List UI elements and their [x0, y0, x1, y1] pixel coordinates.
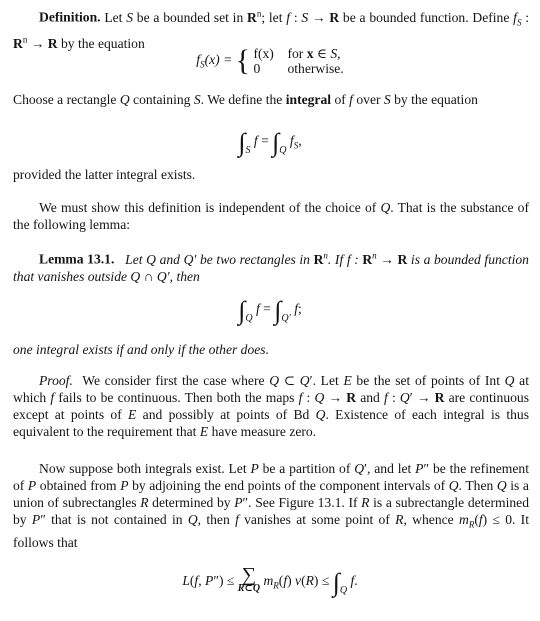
definition-text: Let S be a bounded set in $R^n$; let f : S → R be a bounded function. Define $f_S$ : $R^n \to R$ by the equation: [13, 8, 529, 51]
lemma-paragraph: [13, 247, 529, 285]
definition-paragraph: [13, 5, 529, 52]
equation-lemma-integrals: $\int_Q$ $f = \int_{Q'}$ f;: [238, 296, 302, 325]
lemma-conclusion: one integral exists if and only if the other does.: [13, 342, 269, 357]
integral-definition-paragraph: Choose a rectangle Q containing S. We define the integral of f over S by the equation: [13, 92, 478, 107]
independence-paragraph: We must show this definition is independent of the choice of Q. That is the substance of the following lemma:: [13, 200, 529, 232]
lemma-heading: Lemma 13.1.: [39, 251, 115, 267]
definition-heading: Definition.: [39, 9, 101, 25]
equation-integral-over-s: $\int_S$ $f = \int_Q$ $f_S$,: [238, 128, 302, 157]
eq1-lhs: $f_S(x)$ =: [196, 52, 236, 70]
eq1-brace: {: [235, 44, 251, 77]
proof-heading: Proof.: [39, 373, 73, 388]
eq1-cases: f(x) for x ∈ S, 0 otherwise.: [253, 46, 344, 76]
proof-paragraph: Proof. We consider first the case where Q ⊂ Q′. Let E be the set of points of Int Q at which f fails to be continuous. Then both the maps f : Q → R and f : Q′ → R are continuous except at points of E and possibly at points of Bd Q. Existence of each integral is thus equivalent to the requirement that E have measure zero.: [13, 373, 530, 439]
partition-paragraph: Now suppose both integrals exist. Let P be a partition of Q′, and let P″ be the refinement of P obtained from P by adjoining the end points of the component intervals of Q. Then Q is a union of subrectangles R determined by P″. See Figure 13.1. If R is a subrectangle determined by P″ that is not contained in Q, then f vanishes at some point of R, whence $m_R(f) \le 0$. It follows that: [13, 461, 529, 550]
equation-fs-definition: [0, 46, 540, 76]
lemma-statement: Let Q and Q′ be two rectangles in $R^n$. If f : $R^n \to R$ is a bounded function that vanishes outside Q ∩ Q′, then: [13, 250, 529, 284]
equation-lower-sum: L(f, P″) ≤ ∑ R⊂Q $m_R(f) v(R) \le \int_Q$ f.: [182, 564, 358, 598]
proviso-paragraph: provided the latter integral exists.: [13, 167, 196, 182]
